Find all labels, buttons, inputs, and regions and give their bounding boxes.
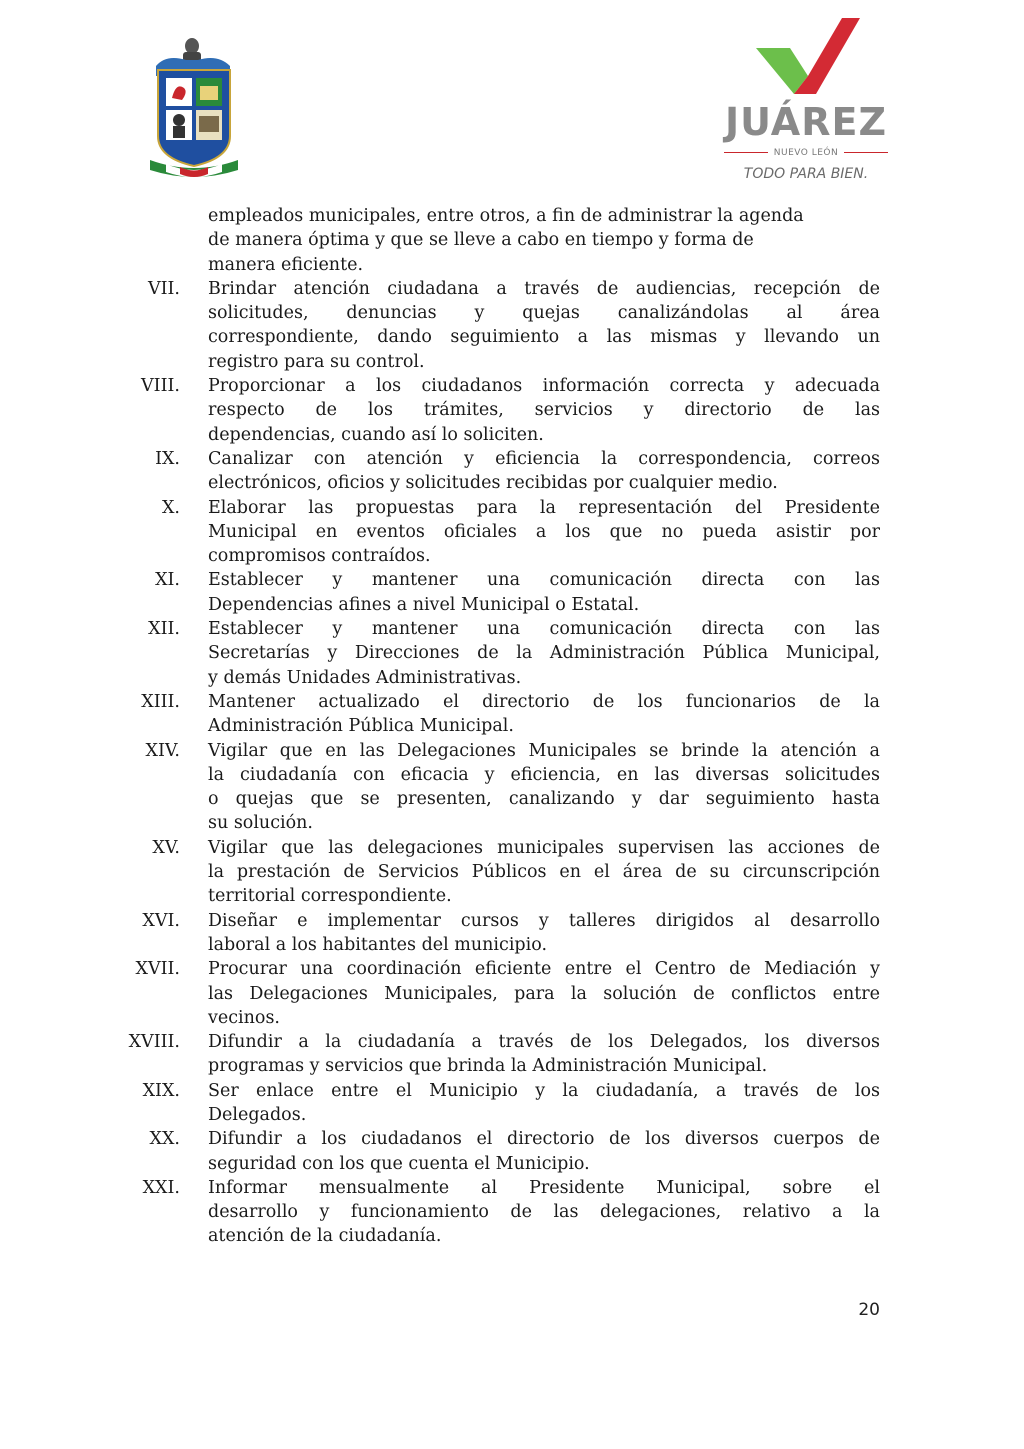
- list-item-text-line: respecto de los trámites, servicios y directorio de las: [208, 400, 880, 421]
- list-item-text-line: compromisos contraídos.: [208, 546, 431, 567]
- list-item-text-line: Procurar una coordinación eficiente entre el Centro de Mediación y: [208, 959, 880, 980]
- list-item: [110, 690, 880, 739]
- list-item: [110, 447, 880, 496]
- list-item-text-line: programas y servicios que brinda la Administración Municipal.: [208, 1056, 768, 1077]
- list-item: [110, 836, 880, 909]
- list-item-text-line: las Delegaciones Municipales, para la solución de conflictos entre: [208, 983, 880, 1004]
- municipal-coat-of-arms-icon: [146, 36, 242, 184]
- list-item: [110, 496, 880, 569]
- list-item-number: XIX.: [142, 1080, 180, 1101]
- list-item-text-line: o quejas que se presenten, canalizando y dar seguimiento hasta: [208, 789, 880, 810]
- list-item-text-line: la prestación de Servicios Públicos en el área de su circunscripción: [208, 862, 880, 883]
- list-item-text-line: Elaborar las propuestas para la representación del Presidente: [208, 497, 880, 518]
- list-item-text-line: Proporcionar a los ciudadanos información correcta y adecuada: [208, 376, 880, 397]
- list-item-number: XVI.: [142, 910, 180, 931]
- document-body: [110, 204, 880, 1249]
- list-item-text-line: Vigilar que en las Delegaciones Municipales se brinde la atención a: [208, 740, 880, 761]
- list-item: [110, 739, 880, 836]
- list-item: [110, 617, 880, 690]
- logo-subtitle: NUEVO LEÓN: [716, 148, 896, 158]
- list-item-text-line: correspondiente, dando seguimiento a las mismas y llevando un: [208, 327, 880, 348]
- list-item-text-line: Dependencias afines a nivel Municipal o Estatal.: [208, 594, 640, 615]
- list-item-number: XII.: [148, 619, 180, 640]
- list-item-text-line: Difundir a los ciudadanos el directorio de los diversos cuerpos de: [208, 1129, 880, 1150]
- check-mark-icon: [716, 14, 896, 104]
- list-item-text-line: Mantener actualizado el directorio de los funcionarios de la: [208, 691, 880, 712]
- list-item: [110, 374, 880, 447]
- list-item-text-line: atención de la ciudadanía.: [208, 1226, 442, 1247]
- list-item-number: IX.: [155, 448, 180, 469]
- list-item: [110, 1079, 880, 1128]
- list-item-text-line: Difundir a la ciudadanía a través de los Delegados, los diversos: [208, 1032, 880, 1053]
- page-number: 20: [858, 1300, 880, 1320]
- list-item-number: XXI.: [142, 1177, 180, 1198]
- list-item-text-line: seguridad con los que cuenta el Municipio.: [208, 1153, 590, 1174]
- list-item-text-line: dependencias, cuando así lo soliciten.: [208, 424, 544, 445]
- list-item-text-line: vecinos.: [208, 1007, 280, 1028]
- list-item-text-line: y demás Unidades Administrativas.: [208, 667, 522, 688]
- list-item: [110, 1127, 880, 1176]
- list-item-text-line: Diseñar e implementar cursos y talleres dirigidos al desarrollo: [208, 910, 880, 931]
- list-item-number: XIV.: [145, 740, 180, 761]
- list-item-number: XIII.: [141, 691, 180, 712]
- logo-wordmark: JUÁREZ: [724, 100, 887, 144]
- list-item-text-line: Establecer y mantener una comunicación directa con las: [208, 570, 880, 591]
- list-item: [110, 1030, 880, 1079]
- list-item-number: XI.: [155, 570, 180, 591]
- list-item-number: VII.: [147, 278, 180, 299]
- list-item-text-line: registro para su control.: [208, 351, 425, 372]
- list-item-text-line: Brindar atención ciudadana a través de audiencias, recepción de: [208, 278, 880, 299]
- intro-line: empleados municipales, entre otros, a fin de administrar la agenda: [208, 206, 804, 226]
- list-item-text-line: Administración Pública Municipal.: [208, 716, 514, 737]
- list-item-text-line: Delegados.: [208, 1104, 307, 1125]
- list-item: [110, 568, 880, 617]
- list-item-number: X.: [161, 497, 180, 518]
- logo-tagline: TODO PARA BIEN.: [743, 166, 869, 182]
- list-item-text-line: su solución.: [208, 813, 313, 834]
- list-item-number: XV.: [152, 837, 180, 858]
- list-item-text-line: territorial correspondiente.: [208, 886, 452, 907]
- list-item-text-line: Municipal en eventos oficiales a los que no pueda asistir por: [208, 521, 880, 542]
- list-item: [110, 277, 880, 374]
- list-item-number: VIII.: [141, 376, 180, 397]
- intro-line: de manera óptima y que se lleve a cabo en tiempo y forma de: [208, 230, 754, 251]
- juarez-logo: [716, 14, 896, 182]
- list-item-text-line: Vigilar que las delegaciones municipales supervisen las acciones de: [208, 837, 880, 858]
- list-item-text-line: laboral a los habitantes del municipio.: [208, 934, 548, 955]
- intro-line: manera eficiente.: [208, 254, 364, 275]
- list-item-text-line: Canalizar con atención y eficiencia la correspondencia, correos: [208, 448, 880, 469]
- list-item-text-line: Secretarías y Direcciones de la Administración Pública Municipal,: [208, 643, 880, 664]
- list-item: [110, 957, 880, 1030]
- list-item-number: XVIII.: [128, 1032, 180, 1053]
- list-item: [110, 1176, 880, 1249]
- list-item-text-line: desarrollo y funcionamiento de las delegaciones, relativo a la: [208, 1202, 880, 1223]
- list-item-number: XVII.: [135, 959, 180, 980]
- list-item-text-line: Ser enlace entre el Municipio y la ciudadanía, a través de los: [208, 1080, 880, 1101]
- list-item-number: XX.: [149, 1129, 180, 1150]
- list-item-text-line: Informar mensualmente al Presidente Municipal, sobre el: [208, 1177, 880, 1198]
- list-item-text-line: electrónicos, oficios y solicitudes recibidas por cualquier medio.: [208, 473, 778, 494]
- list-item-text-line: la ciudadanía con eficacia y eficiencia, en las diversas solicitudes: [208, 764, 880, 785]
- list-item: [110, 909, 880, 958]
- list-item-text-line: solicitudes, denuncias y quejas canalizándolas al área: [208, 303, 880, 324]
- list-item-text-line: Establecer y mantener una comunicación directa con las: [208, 619, 880, 640]
